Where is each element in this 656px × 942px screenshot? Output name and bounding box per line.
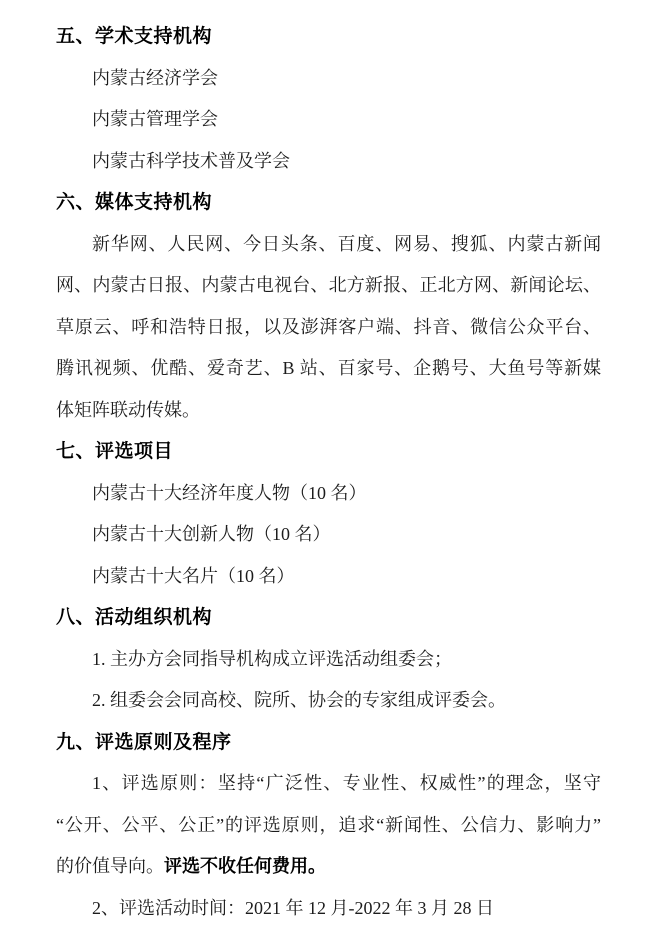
organizer-item-line: 2. 组委会会同高校、院所、协会的专家组成评委会。 [92,690,506,710]
principles-paragraph-line: “公开、公平、公正”的评选原则，追求“新闻性、公信力、影响力” [56,814,601,835]
schedule-item-line: 2、评选活动时间：2021 年 12 月-2022 年 3 月 28 日 [92,897,494,918]
academic-org-line: 内蒙古科学技术普及学会 [92,150,290,171]
media-paragraph-line: 网、内蒙古日报、内蒙古电视台、北方新报、正北方网、新闻论坛、 [56,275,601,295]
media-paragraph-line: 新华网、人民网、今日头条、百度、网易、搜狐、内蒙古新闻 [92,233,601,254]
section-heading-8-organizers: 八、活动组织机构 [56,607,213,628]
media-paragraph-line: 腾讯视频、优酷、爱奇艺、B 站、百家号、企鹅号、大鱼号等新媒 [56,358,601,378]
principles-normal-text: 的价值导向。 [56,856,164,876]
media-paragraph-line: 体矩阵联动传媒。 [56,399,200,420]
section-heading-5-academic-support: 五、学术支持机构 [56,26,213,47]
award-category-line: 内蒙古十大名片（10 名） [92,565,295,586]
section-heading-9-principles: 九、评选原则及程序 [56,731,232,753]
principles-paragraph-line [56,846,601,888]
principles-paragraph-line: 1、评选原则：坚持“广泛性、专业性、权威性”的理念，坚守 [92,773,601,793]
academic-org-line: 内蒙古经济学会 [92,67,218,88]
award-category-line: 内蒙古十大创新人物（10 名） [92,524,331,544]
award-category-line: 内蒙古十大经济年度人物（10 名） [92,482,367,503]
academic-org-line: 内蒙古管理学会 [92,109,218,129]
organizer-item-line: 1. 主办方会同指导机构成立评选活动组委会； [92,648,452,669]
section-heading-6-media-support: 六、媒体支持机构 [56,192,213,213]
media-paragraph-line: 草原云、呼和浩特日报，以及澎湃客户端、抖音、微信公众平台、 [56,316,601,337]
no-fee-bold-text: 评选不收任何费用。 [164,856,326,876]
section-heading-7-award-categories: 七、评选项目 [56,441,174,462]
